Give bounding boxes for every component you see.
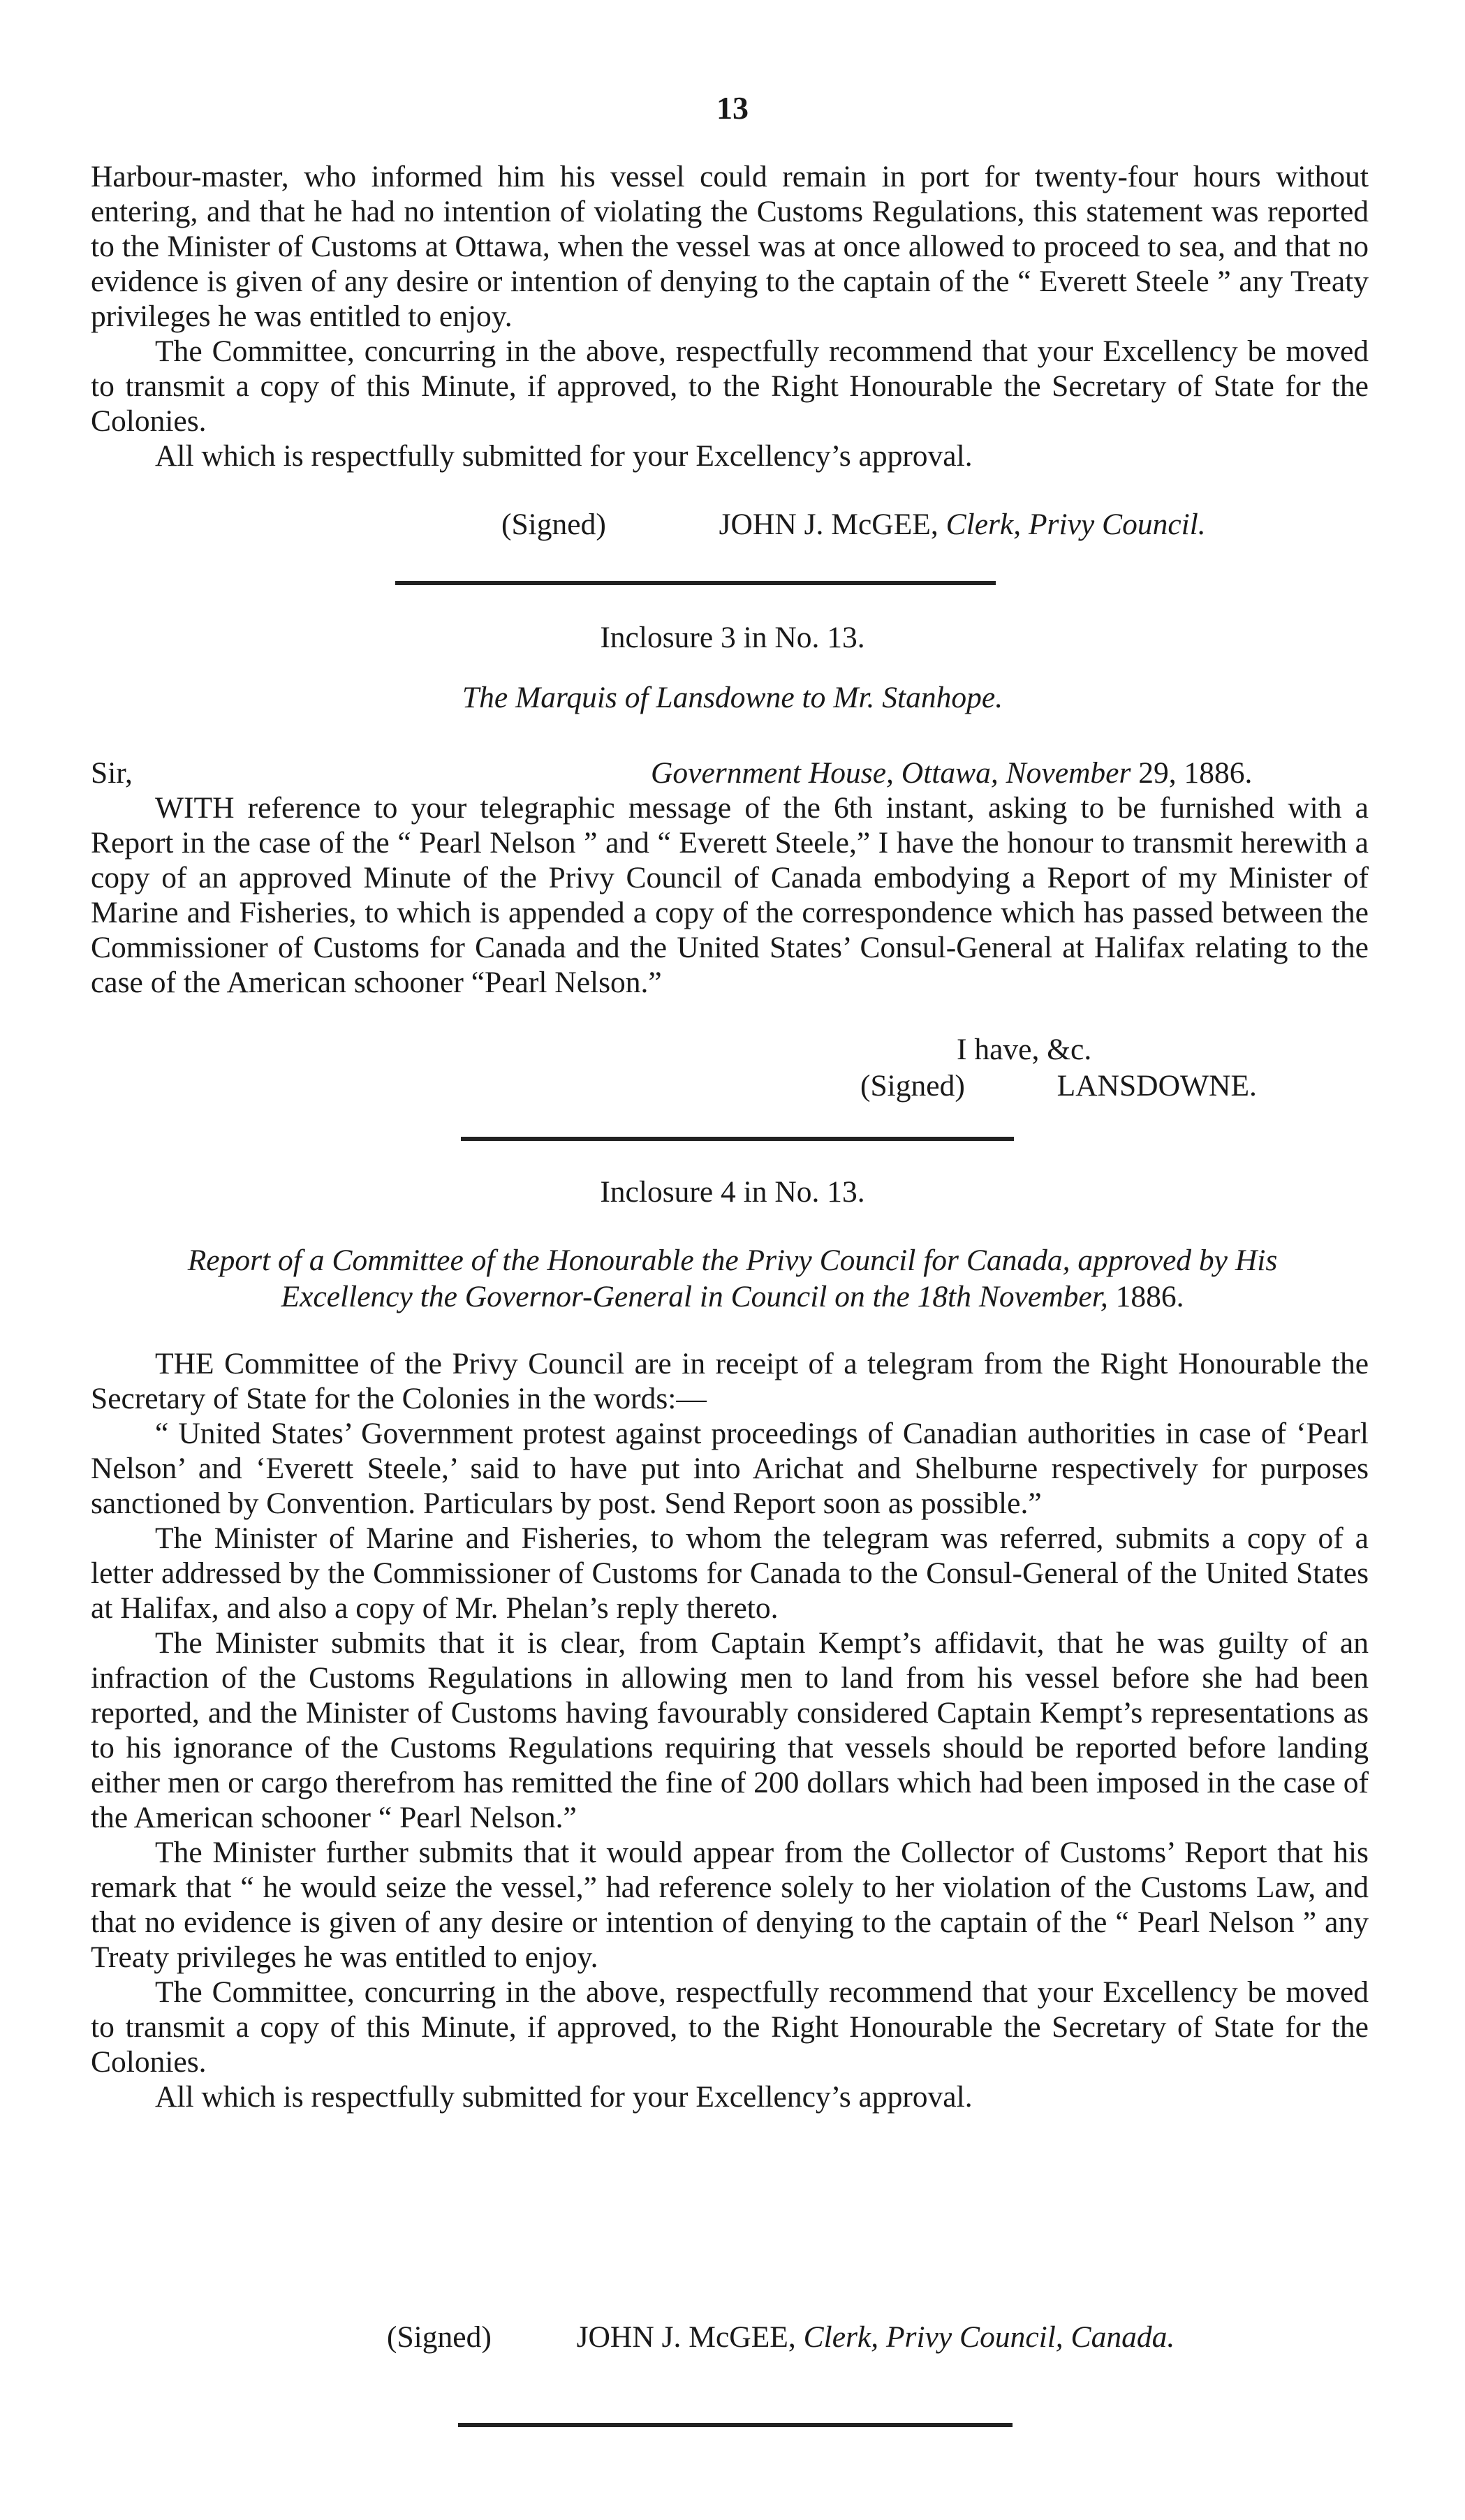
inclosure-heading: Inclosure 3 in No. 13. [600, 621, 865, 654]
inclosure-subheading: The Marquis of Lansdowne to Mr. Stanhope. [462, 681, 1003, 714]
paragraph: The Minister of Marine and Fisheries, to whom the telegram was referred, submits a copy of a letter addressed by the Commissioner of Customs for Canada to the Consul-General of the United States at Halifax, and also a copy of Mr. Phelan’s reply thereto. [91, 1521, 1369, 1625]
signer-title: Clerk, Privy Council. [945, 508, 1206, 541]
place-date-year: 29, 1886. [1138, 756, 1253, 790]
inclosure-subheading: Report of a Committee of the Honourable the Privy Council for Canada, approved by His [187, 1244, 1278, 1277]
report-body [91, 1346, 1369, 2114]
signed-label: (Signed) [387, 2320, 492, 2354]
page-number: 13 [716, 90, 749, 126]
paragraph: All which is respectfully submitted for your Excellency’s approval. [155, 439, 973, 473]
paragraph: THE Committee of the Privy Council are in receipt of a telegram from the Right Honourable the Secretary of State for the Colonies in the words:— [91, 1347, 1369, 1415]
salutation: Sir, [91, 756, 133, 790]
letter-body [91, 790, 1369, 1000]
paragraph: The Minister submits that it is clear, from Captain Kempt’s affidavit, that he was guilty of an infraction of the Customs Regulations in allowing men to land from his vessel before she had been reported, and the Minister of Customs having favourably considered Captain Kempt’s representations as to his ignorance of the Customs Regulations requiring that vessels should be reported before landing either men or cargo therefrom has remitted the fine of 200 dollars which had been imposed in the case of the American schooner “ Pearl Nelson.” [91, 1626, 1369, 1834]
place-date [651, 756, 1252, 790]
divider-rule [461, 1137, 1014, 1141]
signer-name: LANSDOWNE. [1057, 1069, 1257, 1103]
paragraph: “ United States’ Government protest against proceedings of Canadian authorities in case of ‘Pearl Nelson’ and ‘Everett Steele,’ said to have put into Arichat and Shelburne respectively for purposes sanctioned by Convention. Particulars by post. Send Report soon as possible.” [91, 1417, 1369, 1520]
signature-line [387, 2320, 1175, 2355]
divider-rule [458, 2423, 1013, 2427]
subheading-text: Excellency the Governor-General in Council on the 18th November, [281, 1280, 1108, 1313]
signer-name: JOHN J. McGEE, [719, 508, 938, 541]
inclosure-heading: Inclosure 4 in No. 13. [600, 1175, 865, 1209]
signed-label: (Signed) [501, 508, 606, 541]
signature-line [501, 507, 1206, 542]
paragraph: The Committee, concurring in the above, respectfully recommend that your Excellency be moved to transmit a copy of this Minute, if approved, to the Right Honourable the Secretary of State for the Colonies. [91, 334, 1369, 438]
paragraph: WITH reference to your telegraphic message of the 6th instant, asking to be furnished with a Report in the case of the “ Pearl Nelson ” and “ Everett Steele,” I have the honour to transmit herewith a copy of an approved Minute of the Privy Council of Canada embodying a Report of my Minister of Marine and Fisheries, to which is appended a copy of the correspondence which has passed between the Commissioner of Customs for Canada and the United States’ Consul-General at Halifax relating to the case of the American schooner “Pearl Nelson.” [91, 791, 1369, 999]
divider-rule [395, 581, 996, 585]
place-date-text: Government House, Ottawa, November [651, 756, 1131, 790]
signer-name: JOHN J. McGEE, [576, 2320, 796, 2354]
paragraph: Harbour-master, who informed him his vessel could remain in port for twenty-four hours without entering, and that he had no intention of violating the Customs Regulations, this statement was reported to the Minister of Customs at Ottawa, when the vessel was at once allowed to proceed to sea, and that no evidence is given of any desire or intention of denying to the captain of the “ Everett Steele ” any Treaty privileges he was entitled to enjoy. [91, 160, 1369, 333]
paragraph: The Minister further submits that it would appear from the Collector of Customs’ Report that his remark that “ he would seize the vessel,” had reference solely to her violation of the Customs Law, and that no evidence is given of any desire or intention of denying to the captain of the “ Pearl Nelson ” any Treaty privileges he was entitled to enjoy. [91, 1836, 1369, 1974]
signed-label: (Signed) [860, 1069, 965, 1103]
signature-line [860, 1068, 1257, 1103]
paragraph: The Committee, concurring in the above, respectfully recommend that your Excellency be moved to transmit a copy of this Minute, if approved, to the Right Honourable the Secretary of State for the Colonies. [91, 1975, 1369, 2079]
inclosure-subheading [0, 1279, 1465, 1314]
subheading-year: 1886. [1115, 1280, 1184, 1313]
paragraph: All which is respectfully submitted for your Excellency’s approval. [155, 2080, 973, 2114]
minute-continuation [91, 159, 1369, 473]
closing: I have, &c. [957, 1033, 1092, 1066]
signer-title: Clerk, Privy Council, Canada. [803, 2320, 1175, 2354]
